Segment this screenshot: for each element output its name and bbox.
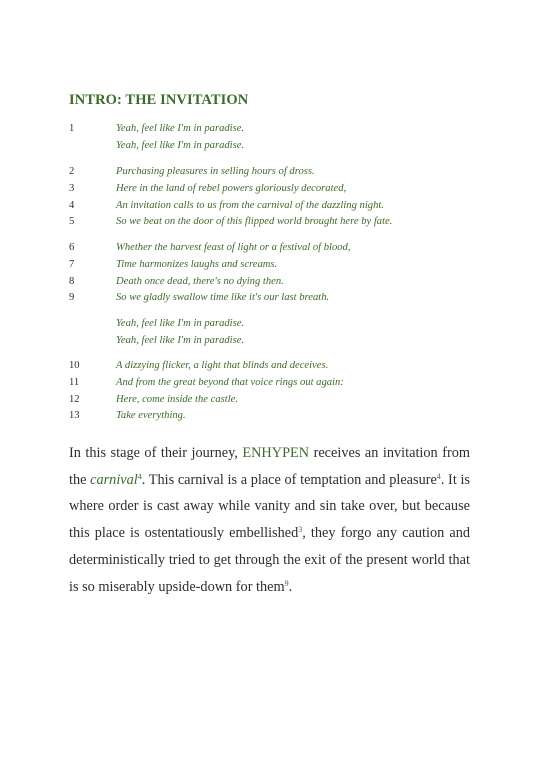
lyric-text: Death once dead, there's no dying then.	[116, 275, 284, 287]
lyric-line	[69, 121, 489, 138]
line-number: 8	[69, 275, 75, 287]
lyric-text: Time harmonizes laughs and screams.	[116, 258, 278, 270]
lyric-line	[69, 274, 489, 291]
lyric-line	[69, 164, 489, 181]
lyric-line	[69, 333, 489, 350]
lyric-text: Here, come inside the castle.	[116, 393, 238, 405]
lyric-line	[69, 214, 489, 231]
body-paragraph	[69, 440, 470, 600]
line-number: 4	[69, 199, 75, 211]
stanza-1	[69, 121, 489, 155]
prose-text: . It is where order is cast away while vanity and sin take over, but because this place is ostentatiously embellished	[69, 471, 470, 542]
band-name: ENHYPEN	[242, 445, 310, 461]
lyric-line	[69, 375, 489, 392]
carnival-term: carnival	[90, 471, 138, 488]
prose-text: , they forgo any caution and deterministically tried to get through the exit of the present world that is so miserably upside-down for them	[69, 525, 470, 595]
lyric-line	[69, 240, 489, 257]
lyric-line	[69, 198, 489, 215]
stanza-4	[69, 316, 489, 350]
lyric-text: Take everything.	[116, 410, 186, 422]
lyric-text: Yeah, feel like I'm in paradise.	[116, 139, 245, 151]
footnote-ref: 9	[284, 578, 289, 588]
prose-text: . This carnival is a place of temptation and pleasure	[141, 471, 437, 488]
line-number: 13	[69, 410, 80, 422]
lyric-line	[69, 316, 489, 333]
lyric-line	[69, 138, 489, 155]
lyric-line	[69, 257, 489, 274]
prose-text: .	[288, 578, 293, 595]
line-number: 2	[69, 166, 75, 177]
footnote-ref: 4	[436, 471, 441, 481]
lyric-text: A dizzying flicker, a light that blinds and deceives.	[116, 360, 329, 371]
line-number: 12	[69, 393, 80, 405]
footnote-ref: 3	[298, 525, 303, 535]
lyric-line	[69, 358, 489, 375]
stanza-3	[69, 240, 489, 307]
lyric-text: So we beat on the door of this flipped world brought here by fate.	[116, 216, 393, 228]
line-number: 7	[69, 258, 75, 270]
lyric-text: Here in the land of rebel powers gloriously decorated,	[116, 182, 347, 194]
lyric-text: So we gladly swallow time like it's our last breath.	[116, 292, 330, 304]
prose-text: receives an invitation from the	[69, 445, 470, 488]
footnote-ref: 4	[137, 471, 142, 481]
line-number: 6	[69, 242, 75, 253]
lyric-text: An invitation calls to us from the carnival of the dazzling night.	[116, 199, 384, 211]
lyric-text: Yeah, feel like I'm in paradise.	[116, 334, 245, 346]
lyric-text: Yeah, feel like I'm in paradise.	[116, 318, 245, 329]
lyric-text: Purchasing pleasures in selling hours of dross.	[116, 166, 315, 177]
line-number: 3	[69, 182, 75, 194]
lyric-line	[69, 392, 489, 409]
line-number: 11	[69, 376, 80, 388]
line-number: 10	[69, 360, 80, 371]
lyric-text: And from the great beyond that voice rings out again:	[116, 376, 344, 388]
section-heading: INTRO: THE INVITATION	[69, 92, 249, 108]
line-number: 5	[69, 216, 75, 228]
prose-text: In this stage of their journey,	[69, 445, 243, 461]
stanza-5	[69, 358, 489, 425]
lyric-text: Whether the harvest feast of light or a festival of blood,	[116, 242, 351, 253]
lyric-line	[69, 408, 489, 425]
line-number: 9	[69, 292, 75, 304]
lyric-text: Yeah, feel like I'm in paradise.	[116, 123, 245, 134]
lyric-line	[69, 290, 489, 307]
line-number: 1	[69, 123, 75, 134]
stanza-2	[69, 164, 489, 231]
lyric-line	[69, 181, 489, 198]
